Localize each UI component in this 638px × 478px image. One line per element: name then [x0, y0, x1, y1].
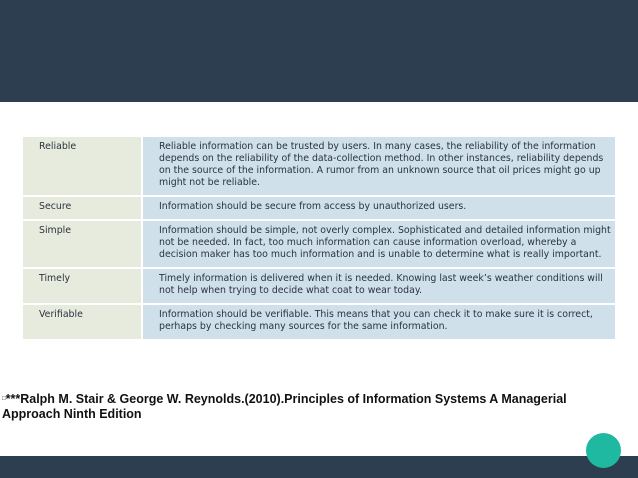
- term-cell: Reliable: [23, 137, 142, 196]
- description-cell: Reliable information can be trusted by users. In many cases, the reliability of the information depends on the reliability of the data-collection method. In other instances, reliability depends on the source of the information. A rumor from an unknown source that oil prices might go up might not be reliable.: [142, 137, 615, 196]
- description-cell: Timely information is delivered when it is needed. Knowing last week’s weather conditions will not help when trying to decide what coat to wear today.: [142, 268, 615, 304]
- description-cell: Information should be verifiable. This means that you can check it to make sure it is correct, perhaps by checking many sources for the same information.: [142, 304, 615, 340]
- table-row: [23, 220, 615, 268]
- information-characteristics-table: [23, 137, 615, 341]
- decorative-circle-icon: [586, 433, 621, 468]
- term-cell: Verifiable: [23, 304, 142, 340]
- table-row: [23, 304, 615, 340]
- term-cell: Timely: [23, 268, 142, 304]
- footer-band: [0, 456, 638, 478]
- bullet-marker-icon: □: [2, 396, 6, 403]
- header-band: [0, 0, 638, 102]
- term-cell: Secure: [23, 196, 142, 220]
- term-cell: Simple: [23, 220, 142, 268]
- table-row: [23, 196, 615, 220]
- description-cell: Information should be simple, not overly complex. Sophisticated and detailed information might not be needed. In fact, too much information can cause information overload, whereby a decision maker has too much information and is unable to determine what is really important.: [142, 220, 615, 268]
- description-cell: Information should be secure from access by unauthorized users.: [142, 196, 615, 220]
- citation-text: ***Ralph M. Stair & George W. Reynolds.(2010).Principles of Information Systems A Managerial Approach Ninth Edition: [2, 392, 567, 422]
- table-row: [23, 268, 615, 304]
- table-row: [23, 137, 615, 196]
- citation: [2, 392, 602, 422]
